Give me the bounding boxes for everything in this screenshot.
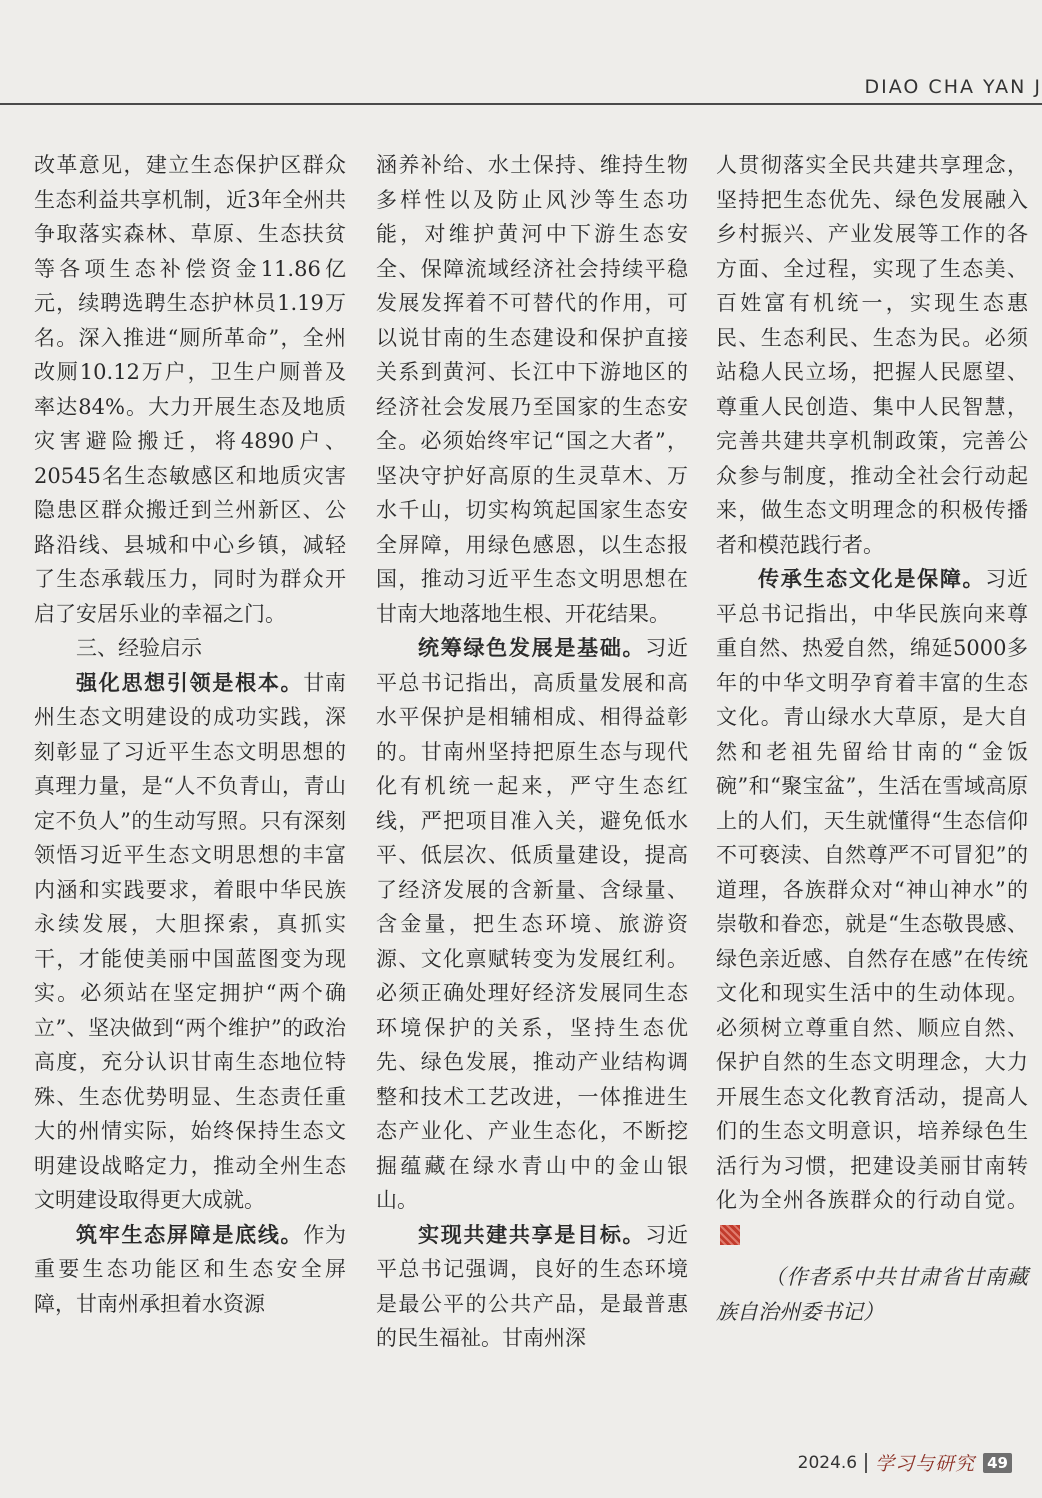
paragraph-lead: 统筹绿色发展是基础。 (418, 635, 646, 660)
paragraph-lead: 强化思想引领是根本。 (76, 669, 304, 695)
paragraph-shared-construction (376, 1218, 688, 1356)
paragraph-body: 甘南州生态文明建设的成功实践，深刻彰显了习近平生态文明思想的真理力量，是“人不负青山，青山定不负人”的生动写照。只有深刻领悟习近平生态文明思想的丰富内涵和实践要求，着眼中华民族永续发展，大胆探索，真抓实干，才能使美丽中国蓝图变为现实。必须站在坚定拥护“两个确立”、坚决做到“两个维护”的政治高度，充分认识甘南生态地位特殊、生态优势明显、生态责任重大的州情实际，始终保持生态文明建设战略定力，推动全州生态文明建设取得更大成就。 (34, 670, 347, 1212)
page-footer (798, 1449, 1012, 1476)
paragraph-continued: 涵养补给、水土保持、维持生物多样性以及防止风沙等生态功能，对维护黄河中下游生态安全、保障流域经济社会持续平稳发展发挥着不可替代的作用，可以说甘南的生态建设和保护直接关系到黄河、长江中下游地区的经济社会发展乃至国家的生态安全。必须始终牢记“国之大者”，坚决守护好高原的生灵草木、万水千山，切实构筑起国家生态安全屏障，用绿色感恩，以生态报国，推动习近平生态文明思想在甘南大地落地生根、开花结果。 (376, 153, 688, 626)
author-byline: （作者系中共甘肃省甘南藏族自治州委书记） (716, 1265, 1028, 1324)
text-column-3 (716, 148, 1028, 1329)
paragraph-body: 习近平总书记指出，高质量发展和高水平保护是相辅相成、相得益彰的。甘南州坚持把原生态与现代化有机统一起来，严守生态红线，严把项目准入关，避免低水平、低层次、低质量建设，提高了经济发展的含新量、含绿量、含金量，把生态环境、旅游资源、文化禀赋转变为发展红利。必须正确处理好经济发展同生态环境保护的关系，坚持生态优先、绿色发展，推动产业结构调整和技术工艺改进，一体推进生态产业化、产业生态化，不断挖掘蕴藏在绿水青山中的金山银山。 (376, 636, 689, 1212)
page-number: 49 (983, 1453, 1012, 1473)
paragraph-body: 习近平总书记指出，中华民族向来尊重自然、热爱自然，绵延5000多年的中华文明孕育着丰富的生态文化。青山绿水大草原，是大自然和老祖先留给甘南的“金饭碗”和“聚宝盆”，生活在雪域高原上的人们，天生就懂得“生态信仰不可亵渎、自然尊严不可冒犯”的道理，各族群众对“神山神水”的崇敬和眷恋，就是“生态敬畏感、绿色亲近感、自然存在感”在传统文化和现实生活中的生动体现。必须树立尊重自然、顺应自然、保护自然的生态文明理念，大力开展生态文化教育活动，提高人们的生态文明意识，培养绿色生活行为习惯，把建设美丽甘南转化为全州各族群众的行动自觉。 (716, 567, 1029, 1212)
paragraph-continued: 改革意见，建立生态保护区群众生态利益共享机制，近3年全州共争取落实森林、草原、生态扶贫等各项生态补偿资金11.86亿元，续聘选聘生态护林员1.19万名。深入推进“厕所革命”，全州改厕10.12万户，卫生户厕普及率达84%。大力开展生态及地质灾害避险搬迁，将4890户、20545名生态敏感区和地质灾害隐患区群众搬迁到兰州新区、公路沿线、县城和中心乡镇，减轻了生态承载压力，同时为群众开启了安居乐业的幸福之门。 (34, 153, 346, 626)
paragraph-lead: 传承生态文化是保障。 (758, 566, 986, 591)
section-heading: 三、经验启示 (76, 636, 202, 660)
paragraph-lead: 筑牢生态屏障是底线。 (76, 1221, 304, 1247)
running-head: DIAO CHA YAN J (864, 76, 1042, 98)
paragraph-lead: 实现共建共享是目标。 (418, 1221, 646, 1247)
footer-divider (865, 1453, 867, 1473)
paragraph-body: 习近平总书记强调，良好的生态环境是最公平的公共产品，是最普惠的民生福祉。甘南州深 (376, 1222, 689, 1350)
paragraph-body: 作为重要生态功能区和生态安全屏障，甘南州承担着水资源 (34, 1222, 347, 1316)
paragraph-ecological-culture (716, 562, 1028, 1252)
magazine-name: 学习与研究 (875, 1453, 976, 1475)
issue-date: 2024.6 (797, 1452, 858, 1473)
paragraph-continued: 人贯彻落实全民共建共享理念，坚持把生态优先、绿色发展融入乡村振兴、产业发展等工作的各方面、全过程，实现了生态美、百姓富有机统一，实现生态惠民、生态利民、生态为民。必须站稳人民立场，把握人民愿望、尊重人民创造、集中人民智慧，完善共建共享机制政策，完善公众参与制度，推动全社会行动起来，做生态文明理念的积极传播者和模范践行者。 (716, 153, 1028, 557)
paragraph-green-development (376, 631, 688, 1218)
text-column-2 (376, 148, 688, 1356)
text-column-1 (34, 148, 346, 1321)
header-rule (0, 103, 1042, 105)
paragraph-thought-guidance (34, 666, 346, 1218)
paragraph-ecological-barrier (34, 1218, 346, 1322)
end-mark-seal-icon (720, 1225, 740, 1245)
